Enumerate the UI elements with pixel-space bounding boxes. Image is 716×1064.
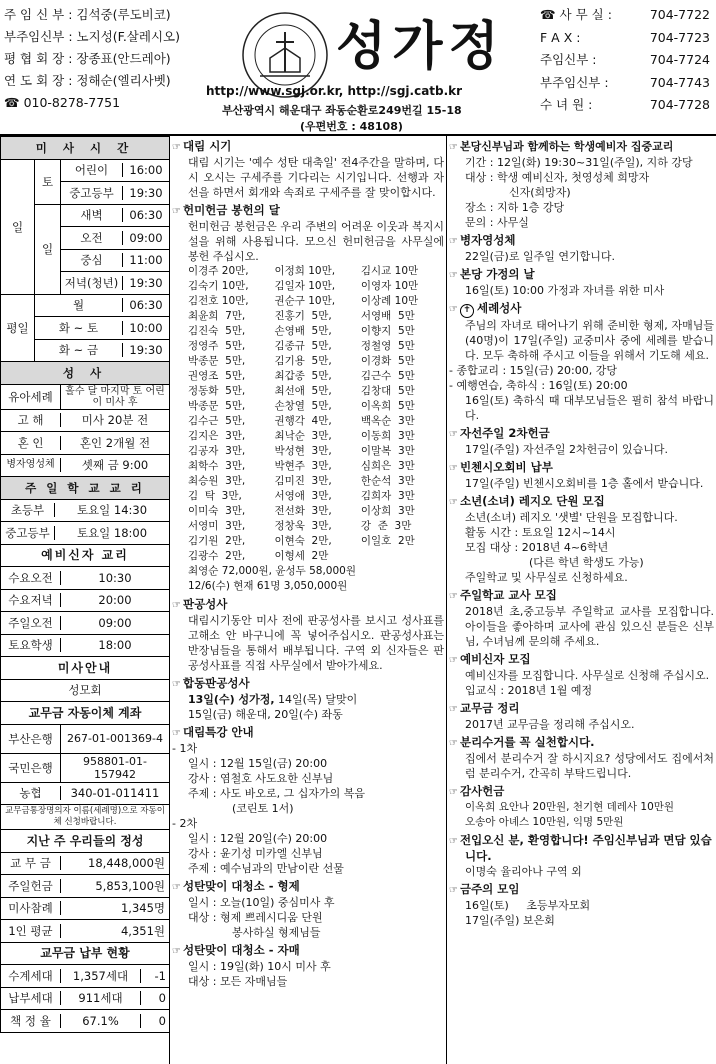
cat-name: 수요저녁 <box>1 593 61 607</box>
catechism-period: 기간 : 12일(화) 19:30~31일(주일), 지하 강당 <box>465 156 693 169</box>
mass-name: 중심 <box>61 253 123 267</box>
donor-entry: 이정희 10만, <box>274 265 336 277</box>
mass-time: 10:00 <box>129 320 163 335</box>
notice-title: 본당 가정의 날 <box>459 267 535 281</box>
donor-entry: 강 준 3만 <box>360 520 412 532</box>
pay-change: 0 <box>158 1013 166 1028</box>
mass-name: 저녁(청년) <box>61 276 123 290</box>
sac-name: 유아세례 <box>1 385 61 409</box>
notice-thanks-offering <box>449 784 714 830</box>
mass-time: 06:30 <box>129 298 163 313</box>
stat-value: 5,853,100원 <box>95 878 165 893</box>
mass-time: 11:00 <box>129 253 163 268</box>
donor-entry: 김숙기 10만, <box>188 280 249 292</box>
mass-time: 19:30 <box>129 343 163 358</box>
lecture-2-date: 일시 : 12월 20일(수) 20:00 <box>188 832 328 845</box>
confession-date-2: 15일(금) 해운대, 20일(수) 좌동 <box>188 708 343 721</box>
bank-name: 부산은행 <box>1 725 61 753</box>
meeting-line-1: 16일(토) 초등부자모회 <box>465 899 591 912</box>
cat-time: 18:00 <box>98 638 132 653</box>
donor-entry: 손창열 5만, <box>274 400 332 412</box>
mass-time: 19:30 <box>129 275 163 290</box>
notice-body: 17일(주일) 빈첸시오회비를 1층 홀에서 받습니다. <box>465 477 704 490</box>
notice-title: 세례성사 <box>476 301 522 315</box>
sunday-sub-label: 일 <box>35 204 61 294</box>
bank-name: 국민은행 <box>1 754 61 782</box>
donor-entry: 김수근 5만, <box>188 415 246 427</box>
notice-meetings <box>449 882 714 928</box>
bank-account: 340-01-011411 <box>70 786 160 801</box>
notice-recycling <box>449 735 714 781</box>
notice-advent-lecture <box>172 725 444 876</box>
lecture-2-topic: 주제 : 예수님과의 만남이란 선물 <box>188 862 344 875</box>
weekday-label: 평일 <box>1 294 35 362</box>
sac-value: 셋째 금 9:00 <box>81 458 149 473</box>
pointing-hand-icon: ☞ <box>172 600 181 611</box>
legio-time: 활동 시간 : 토요일 12시~14시 <box>465 526 616 539</box>
pointing-hand-icon: ☞ <box>449 836 458 847</box>
donor-entry: 한순석 3만 <box>360 475 415 487</box>
notice-teacher-recruit <box>449 588 714 649</box>
meeting-line-2: 17일(주일) 보은회 <box>465 914 555 927</box>
notice-body: 16일(토) 10:00 가정과 자녀를 위한 미사 <box>465 284 665 297</box>
donor-entry: 서영애 3만, <box>274 490 332 502</box>
notice-title: 성탄맞이 대청소 - 자매 <box>182 943 300 957</box>
sac-name: 혼 인 <box>1 436 61 450</box>
donor-entry: 김전호 10만, <box>188 295 249 307</box>
mass-name: 새벽 <box>61 208 123 222</box>
pointing-hand-icon: ☞ <box>172 142 181 153</box>
notice-student-catechism <box>449 139 714 230</box>
catechumen-heading: 예비신자 교리 <box>1 544 170 567</box>
notice-title: 자선주일 2차헌금 <box>459 426 550 440</box>
notice-title: 주일학교 교사 모집 <box>459 588 557 602</box>
donor-tail-2: 12/6(수) 현재 61명 3,050,000원 <box>188 580 348 592</box>
pointing-hand-icon: ☞ <box>449 236 458 247</box>
cat-time: 10:30 <box>98 570 132 585</box>
pointing-hand-icon: ☞ <box>449 429 458 440</box>
phone-pastor: 주임신부 : 704-7724 <box>540 52 710 67</box>
notice-dues <box>449 701 714 732</box>
phone-fax: F A X : 704-7723 <box>540 29 710 45</box>
notice-title: 대림 시기 <box>182 139 232 153</box>
payment-heading: 교무금 납부 현황 <box>1 942 170 965</box>
donor-entry: 김근수 5만 <box>360 370 415 382</box>
donor-entry: 이일호 2만 <box>360 535 415 547</box>
school-name: 초등부 <box>1 503 55 517</box>
donor-entry: 정동화 5만, <box>188 385 246 397</box>
pay-change: 0 <box>158 991 166 1006</box>
notice-catechumen-recruit <box>449 652 714 698</box>
donor-entry: 이상례 10만 <box>360 295 419 307</box>
entrance-date: 입교식 : 2018년 1월 예정 <box>465 684 593 697</box>
donor-entry: 최승원 3만, <box>188 475 246 487</box>
notice-title: 성탄맞이 대청소 - 형제 <box>182 879 300 893</box>
bank-name: 농협 <box>1 786 61 800</box>
lecture-1-date: 일시 : 12월 15일(금) 20:00 <box>188 757 328 770</box>
pointing-hand-icon: ☞ <box>449 704 458 715</box>
donor-entry: 심희은 3만 <box>360 460 415 472</box>
sac-value: 홀수 달 마지막 토 어린이 미사 후 <box>65 385 165 408</box>
cat-time: 20:00 <box>98 593 132 608</box>
cleaning-target: 대상 : 형제 쁘레시디움 단원 <box>188 911 323 924</box>
thanks-line-2: 오송아 아녜스 10만원, 익명 5만원 <box>465 816 624 828</box>
donor-entry: 이현숙 2만, <box>274 535 332 547</box>
header <box>0 0 716 136</box>
notice-charity-sunday <box>449 426 714 457</box>
notice-welcome <box>449 833 714 879</box>
thanks-line-1: 이옥희 요안나 20만원, 천기현 데레사 10만원 <box>465 801 675 813</box>
donor-entry: 이경주 20만, <box>188 265 249 277</box>
donor-entry: 김희자 3만 <box>360 490 415 502</box>
phone-list <box>540 4 710 117</box>
staff-phone: ☎ 010-8278-7751 <box>4 95 121 110</box>
cat-time: 09:00 <box>98 615 132 630</box>
notice-youth-legio <box>449 494 714 585</box>
notice-sick-communion <box>449 233 714 264</box>
donor-entry: 김일자 10만, <box>274 280 336 292</box>
donor-entry: 박종문 5만, <box>188 355 246 367</box>
stat-value: 4,351원 <box>120 923 165 938</box>
legio-target: 모집 대상 : 2018년 4~6학년 <box>465 541 609 554</box>
mass-time: 09:00 <box>129 230 163 245</box>
stat-name: 주일헌금 <box>1 879 61 893</box>
bank-account: 958801-01-157942 <box>83 754 147 781</box>
pointing-hand-icon: ☞ <box>172 206 181 217</box>
cleaning-target: 대상 : 모든 자매님들 <box>188 975 288 988</box>
notice-title: 분리수거를 꼭 실천합시다. <box>459 735 595 749</box>
notice-cleaning-women <box>172 943 444 989</box>
pointing-hand-icon: ☞ <box>172 679 181 690</box>
pay-name: 납부세대 <box>1 991 61 1005</box>
notice-title: 병자영성체 <box>459 233 516 247</box>
notice-title: 본당신부님과 함께하는 학생예비자 집중교리 <box>459 140 674 153</box>
donor-entry: 권순구 10만, <box>274 295 336 307</box>
notice-body: 예비신자를 모집합니다. 사무실로 신청해 주십시오. <box>465 669 710 682</box>
notice-body: 22일(금)로 일주일 연기합니다. <box>465 250 615 263</box>
confession-date-bold: 13일(수) 성가정, <box>188 693 275 706</box>
bank-account: 267-01-001369-4 <box>67 732 163 745</box>
stat-value: 18,448,000원 <box>88 856 165 871</box>
cat-name: 토요학생 <box>1 638 61 652</box>
donor-entry: 최학수 3만, <box>188 460 246 472</box>
notice-body: 집에서 분리수거 잘 하시지요? 성당에서도 집에서처럼 분리수거, 간곡히 부탁드립니다. <box>465 752 714 780</box>
stat-name: 1인 평균 <box>1 924 61 938</box>
sac-name: 병자영성체 <box>1 458 61 472</box>
phone-assistant: 부주임신부 : 704-7743 <box>540 74 710 90</box>
mass-name: 중고등부 <box>61 186 123 200</box>
pay-name: 책 정 율 <box>1 1014 61 1028</box>
school-time: 토요일 14:30 <box>76 503 148 518</box>
notice-title: 대림특강 안내 <box>182 725 254 739</box>
notice-title: 합동판공성사 <box>182 676 250 690</box>
cleaning-target-2: 봉사하실 형제님들 <box>232 926 321 939</box>
lecture-2-speaker: 강사 : 윤기성 미카엘 신부님 <box>188 847 323 860</box>
notice-advent <box>172 139 444 200</box>
donor-entry: 김공자 3만, <box>188 445 246 457</box>
website-links[interactable]: http://www.sgj.or.kr, http://sgj.catb.kr <box>206 84 463 98</box>
mass-guide-heading: 미사안내 <box>1 657 170 680</box>
phone-convent: 수 녀 원 : 704-7728 <box>540 97 710 112</box>
donor-entry: 최선애 5만, <box>274 385 332 397</box>
donor-entry: 김종규 5만, <box>274 340 332 352</box>
mass-name: 오전 <box>61 231 123 245</box>
right-column <box>446 136 714 1064</box>
pointing-hand-icon: ☞ <box>449 885 458 896</box>
donor-entry: 김광수 2만, <box>188 550 246 562</box>
notice-title: 전입오신 분, 환영합니다! 주임신부님과 면담 있습니다. <box>459 833 712 863</box>
donor-entry: 서영배 5만 <box>360 310 415 322</box>
cleaning-date: 일시 : 오늘(10일) 중심미사 후 <box>188 896 335 909</box>
donor-entry: 박종문 5만, <box>188 400 246 412</box>
autopay-note: 교무금통장명의자 이름(세례명)으로 자동이체 신청바랍니다. <box>1 805 170 830</box>
cleaning-date: 일시 : 19일(화) 10시 미사 후 <box>188 960 331 973</box>
notice-body: 대림시기동안 미사 전에 판공성사를 보시고 성사표를 고해소 안 바구니에 꼭 넣어주십시오. 판공성사표는 반장님들을 통해서 배부됩니다. 구역 외 신자들은 판공성사표를 직접 사무실에서 받아가세요. <box>188 614 444 672</box>
pointing-hand-icon: ☞ <box>172 728 181 739</box>
donor-list <box>172 264 444 564</box>
donor-entry: 최갑종 5만, <box>274 370 332 382</box>
pointing-hand-icon: ☞ <box>449 497 458 508</box>
pointing-hand-icon: ☞ <box>449 738 458 749</box>
school-time: 토요일 18:00 <box>76 525 148 540</box>
pointing-hand-icon: ☞ <box>449 304 458 315</box>
notice-body: 주님의 자녀로 태어나기 위해 준비한 형제, 자매님들(40명)이 17일(주일) 교중미사 중에 세례를 받습니다. 모두 축하해 주시고 이들을 위해서 기도해 세요. <box>465 319 714 362</box>
mass-time: 19:30 <box>129 185 163 200</box>
info-table <box>0 136 170 1033</box>
notice-title: 금주의 모임 <box>459 882 520 896</box>
middle-column <box>172 136 444 989</box>
school-name: 중고등부 <box>1 526 55 540</box>
donor-entry: 서영미 3만, <box>188 520 246 532</box>
sac-name: 고 해 <box>1 413 61 427</box>
mass-time: 06:30 <box>129 208 163 223</box>
lecture-1-topic-2: (코린토 1서) <box>232 802 294 815</box>
notice-title: 빈첸시오회비 납부 <box>459 460 553 474</box>
baptism-emblem-icon: ✝ <box>460 304 474 318</box>
donor-entry: 정영주 5만, <box>188 340 246 352</box>
notice-body: 헌미헌금 봉헌금은 우리 주변의 어려운 이웃과 복지시설을 위해 사용됩니다. 모으신 헌미헌금을 사무실에 봉헌 주십시오. <box>188 220 444 263</box>
staff-assistant: 부주임신부 : 노지성(F.살레시오) <box>4 29 180 44</box>
postal-code: (우편번호 : 48108) <box>300 120 403 133</box>
pay-name: 수계세대 <box>1 969 61 983</box>
phone-office: ☎ 사 무 실 : 704-7722 <box>540 7 710 22</box>
donor-entry: 백옥순 3만 <box>360 415 415 427</box>
notice-body: 대림 시기는 '예수 성탄 대축일' 전4주간을 말하며, 다시 오시는 구세주를 기다리는 시기입니다. 선행과 자선을 하면서 회개와 속죄로 구세주를 잘 맞이합시다. <box>188 156 444 199</box>
donor-entry: 정창욱 3만, <box>274 520 332 532</box>
notice-joint-confession <box>172 676 444 722</box>
lecture-2-label: - 2차 <box>172 817 198 830</box>
catechism-contact: 문의 : 사무실 <box>465 216 529 229</box>
donor-entry: 최윤희 7만, <box>188 310 246 322</box>
donor-entry: 김창대 5만 <box>360 385 415 397</box>
donor-entry: 손영배 5만, <box>274 325 332 337</box>
donor-entry: 이말복 3만 <box>360 445 415 457</box>
donor-entry: 이형세 2만 <box>274 550 329 562</box>
catechism-place: 장소 : 지하 1층 강당 <box>465 201 565 214</box>
donor-entry: 이미숙 3만, <box>188 505 246 517</box>
autopay-heading: 교무금 자동이체 계좌 <box>1 702 170 725</box>
pointing-hand-icon: ☞ <box>172 946 181 957</box>
pointing-hand-icon: ☞ <box>449 655 458 666</box>
donor-entry: 이영자 10만 <box>360 280 419 292</box>
notice-family-day <box>449 267 714 298</box>
donor-entry: 김 탁 3만, <box>188 490 242 502</box>
donor-entry: 이옥희 5만 <box>360 400 415 412</box>
pay-value: 911세대 <box>61 991 141 1005</box>
notice-title: 소년(소녀) 레지오 단원 모집 <box>459 494 605 508</box>
sunday-label: 일 <box>1 159 35 294</box>
notice-baptism <box>449 301 714 423</box>
sacraments-heading: 성 사 <box>1 362 170 385</box>
lecture-1-speaker: 강사 : 염철호 사도요한 신부님 <box>188 772 334 785</box>
baptism-line-2: - 예행연습, 축하식 : 16일(토) 20:00 <box>449 379 628 392</box>
donor-entry: 전선화 3만, <box>274 505 332 517</box>
donor-entry: 김진숙 5만, <box>188 325 246 337</box>
offering-heading: 지난 주 우리들의 정성 <box>1 830 170 853</box>
mass-time: 16:00 <box>129 163 163 178</box>
catechism-target-2: 신자(희망자) <box>509 186 571 199</box>
donor-entry: 박현주 3만, <box>274 460 332 472</box>
address: 부산광역시 해운대구 좌동순환로249번길 15-18 <box>222 104 462 117</box>
mass-name: 화 ~ 토 <box>35 321 123 335</box>
sac-value: 미사 20분 전 <box>81 413 149 428</box>
notice-title: 감사헌금 <box>459 784 505 798</box>
sunday-school-heading: 주 일 학 교 교 리 <box>1 477 170 500</box>
cat-name: 주일오전 <box>1 616 61 630</box>
pointing-hand-icon: ☞ <box>172 882 181 893</box>
pay-change: -1 <box>154 968 166 983</box>
donor-entry: 이동희 3만 <box>360 430 415 442</box>
donor-entry: 권영조 5만, <box>188 370 246 382</box>
notice-cleaning-men <box>172 879 444 940</box>
donor-entry: 박성현 3만, <box>274 445 332 457</box>
notice-body: 17일(주일) 자선주일 2차헌금이 있습니다. <box>465 443 668 456</box>
donor-entry: 이향지 5만 <box>360 325 415 337</box>
notice-body: 2017년 교무금을 정리해 주십시오. <box>465 718 635 731</box>
notice-rice-offering <box>172 203 444 594</box>
lecture-1-topic: 주제 : 사도 바오로, 그 십자가의 복음 <box>188 787 365 800</box>
cat-name: 수요오전 <box>1 571 61 585</box>
pointing-hand-icon: ☞ <box>449 463 458 474</box>
donor-tail-1: 최영순 72,000원, 윤성두 58,000원 <box>188 565 356 577</box>
donor-entry: 최낙순 3만, <box>274 430 332 442</box>
donor-entry: 이상희 3만 <box>360 505 415 517</box>
legio-apply: 주일학교 및 사무실로 신청하세요. <box>465 571 628 584</box>
staff-council: 평 협 회 장 : 장종표(안드레아) <box>4 51 171 66</box>
donor-entry <box>361 549 444 564</box>
stat-name: 교 무 금 <box>1 856 61 870</box>
donor-entry: 김기원 2만, <box>188 535 246 547</box>
pay-value: 67.1% <box>61 1014 141 1028</box>
notice-title: 예비신자 모집 <box>459 652 531 666</box>
notice-title: 헌미헌금 봉헌의 달 <box>182 203 280 217</box>
bulletin-title: 성가정 <box>336 16 505 77</box>
notice-body: 이명숙 율리아나 구역 외 <box>465 865 582 878</box>
lecture-1-label: - 1차 <box>172 742 198 755</box>
left-sidebar <box>0 136 170 1064</box>
baptism-line-1: - 종합교리 : 15일(금) 20:00, 강당 <box>449 364 617 377</box>
donor-entry: 김기용 5만, <box>274 355 332 367</box>
mass-name: 월 <box>35 298 123 312</box>
staff-deanery: 연 도 회 장 : 정해순(엘리사벳) <box>4 73 171 88</box>
notice-body: 2018년 초,중고등부 주일학교 교사를 모집합니다. 아이들을 좋아하며 교사에 관심 있으신 분들은 신부님, 수녀님께 문의해 주세요. <box>465 605 714 648</box>
donor-entry: 권행각 4만, <box>274 415 332 427</box>
donor-entry: 김미진 3만, <box>274 475 332 487</box>
notice-confession <box>172 597 444 673</box>
catechism-target: 대상 : 학생 예비신자, 첫영성체 희망자 <box>465 171 650 184</box>
stat-value: 1,345명 <box>120 901 165 916</box>
stat-name: 미사참례 <box>1 901 61 915</box>
pay-value: 1,357세대 <box>61 969 141 983</box>
pointing-hand-icon: ☞ <box>449 591 458 602</box>
mass-name: 어린이 <box>61 163 123 177</box>
mass-name: 화 ~ 금 <box>35 343 123 357</box>
pointing-hand-icon: ☞ <box>449 142 458 153</box>
mass-guide-value: 성모회 <box>1 679 170 702</box>
baptism-line-3: 16일(토) 축하식 때 대부모님들은 필히 참석 바랍니다. <box>465 394 714 422</box>
donor-entry: 김지은 3만, <box>188 430 246 442</box>
notice-vincent-dues <box>449 460 714 491</box>
donor-entry: 김시교 10만 <box>360 265 419 277</box>
pointing-hand-icon: ☞ <box>449 787 458 798</box>
mass-times-heading: 미 사 시 간 <box>1 137 170 160</box>
donor-entry: 이경화 5만 <box>360 355 415 367</box>
notice-body: 소년(소녀) 레지오 '샛별' 단원을 모집합니다. <box>465 511 678 524</box>
legio-target-2: (다른 학년 학생도 가능) <box>529 556 644 569</box>
notice-title: 교무금 정리 <box>459 701 520 715</box>
donor-entry: 진홍기 5만, <box>274 310 332 322</box>
pointing-hand-icon: ☞ <box>449 270 458 281</box>
sac-value: 혼인 2개월 전 <box>79 435 151 450</box>
confession-date: 14일(목) 달맞이 <box>274 693 358 706</box>
donor-entry: 정철영 5만 <box>360 340 415 352</box>
saturday-label: 토 <box>35 159 61 204</box>
notice-title: 판공성사 <box>182 597 228 611</box>
staff-pastor: 주 임 신 부 : 김석중(루도비코) <box>4 7 171 22</box>
